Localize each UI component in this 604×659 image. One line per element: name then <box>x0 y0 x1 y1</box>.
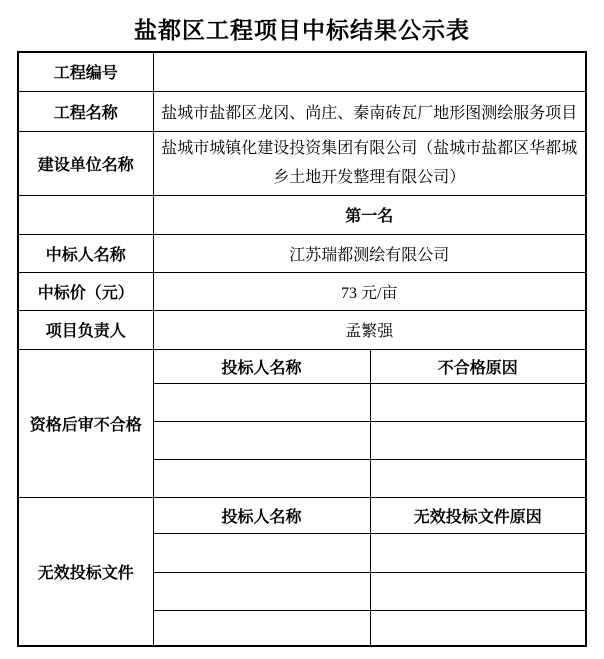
row-label-owner-name: 建设单位名称 <box>18 131 153 195</box>
empty-cell <box>153 421 370 459</box>
empty-cell <box>370 421 586 459</box>
subtable-header-bidder-name-2: 投标人名称 <box>153 497 370 533</box>
table-row-winner-name <box>18 234 586 272</box>
empty-cell <box>370 533 586 572</box>
table-row-project-leader <box>18 310 586 349</box>
notice-table <box>17 51 587 647</box>
row-value-project-name: 盐城市盐都区龙冈、尚庄、秦南砖瓦厂地形图测绘服务项目 <box>153 91 586 131</box>
table-row-owner-name <box>18 131 586 195</box>
empty-cell <box>370 572 586 610</box>
section-label-invalid: 无效投标文件 <box>18 497 153 646</box>
row-label-project-leader: 项目负责人 <box>18 310 153 349</box>
row-label-rank <box>18 195 153 234</box>
page-title: 盐都区工程项目中标结果公示表 <box>134 18 470 43</box>
row-value-winning-price: 73 元/亩 <box>153 272 586 310</box>
subtable-header-invalid-reason: 无效投标文件原因 <box>370 497 586 533</box>
section-label-unqualified: 资格后审不合格 <box>18 349 153 497</box>
empty-cell <box>153 610 370 646</box>
row-label-winner-name: 中标人名称 <box>18 234 153 272</box>
row-value-winner-name: 江苏瑞都测绘有限公司 <box>153 234 586 272</box>
row-label-project-name: 工程名称 <box>18 91 153 131</box>
table-row-rank-header <box>18 195 586 234</box>
section-unqualified-header-row <box>18 349 586 383</box>
row-label-project-code: 工程编号 <box>18 52 153 91</box>
empty-cell <box>153 572 370 610</box>
row-label-winning-price: 中标价（元） <box>18 272 153 310</box>
empty-cell <box>370 459 586 497</box>
empty-cell <box>153 383 370 421</box>
section-invalid-header-row <box>18 497 586 533</box>
row-value-project-leader: 孟繁强 <box>153 310 586 349</box>
row-value-rank: 第一名 <box>153 195 586 234</box>
subtable-header-bidder-name-1: 投标人名称 <box>153 349 370 383</box>
table-row-project-code <box>18 52 586 91</box>
row-value-owner-name: 盐城市城镇化建设投资集团有限公司（盐城市盐都区华都城乡土地开发整理有限公司） <box>153 131 586 195</box>
empty-cell <box>370 610 586 646</box>
table-row-winning-price <box>18 272 586 310</box>
empty-cell <box>370 383 586 421</box>
row-value-project-code <box>153 52 586 91</box>
table-row-project-name <box>18 91 586 131</box>
empty-cell <box>153 533 370 572</box>
subtable-header-unqualified-reason: 不合格原因 <box>370 349 586 383</box>
empty-cell <box>153 459 370 497</box>
